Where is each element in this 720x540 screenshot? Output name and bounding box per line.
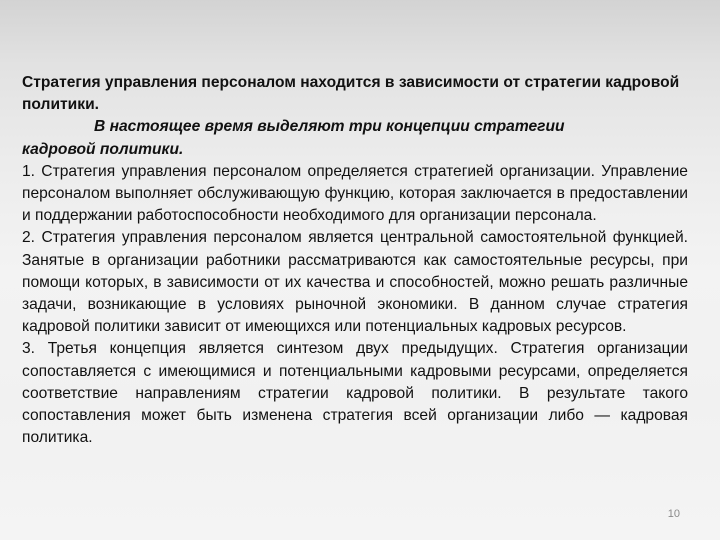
slide-heading: Стратегия управления персоналом находится в зависимости от стратегии кадровой политики.: [22, 74, 680, 114]
page-number: 10: [667, 508, 680, 520]
slide-content: [22, 72, 688, 449]
concepts-intro: [22, 116, 688, 160]
concept-1: 1. Стратегия управления персоналом определяется стратегией организации. Управление персоналом выполняет обслуживающую функцию, которая заключается в предоставлении и поддержании работоспособности необходимого для организации персонала.: [22, 162, 688, 225]
concept-3: 3. Третья концепция является синтезом двух предыдущих. Стратегия организации сопоставляется с имеющимися и потенциальными кадровыми ресурсами, определяется соответствие направлениям стратегии кадровой политики. В результате такого сопоставления может быть изменена стратегия всей организации либо — кадровая политика.: [22, 340, 688, 447]
concept-2: 2. Стратегия управления персоналом является центральной самостоятельной функцией. Занятые в организации работники рассматриваются как самостоятельные ресурсы, при помощи которых, в зависимости от их качества и способностей, можно решать различные задачи, возникающие в условиях рыночной экономики. В данном случае стратегия кадровой политики зависит от имеющихся или потенциальных кадровых ресурсов.: [22, 229, 688, 336]
concepts-intro-line-1: В настоящее время выделяют три концепции стратегии: [94, 118, 565, 136]
concepts-intro-line-2: кадровой политики.: [22, 140, 184, 158]
